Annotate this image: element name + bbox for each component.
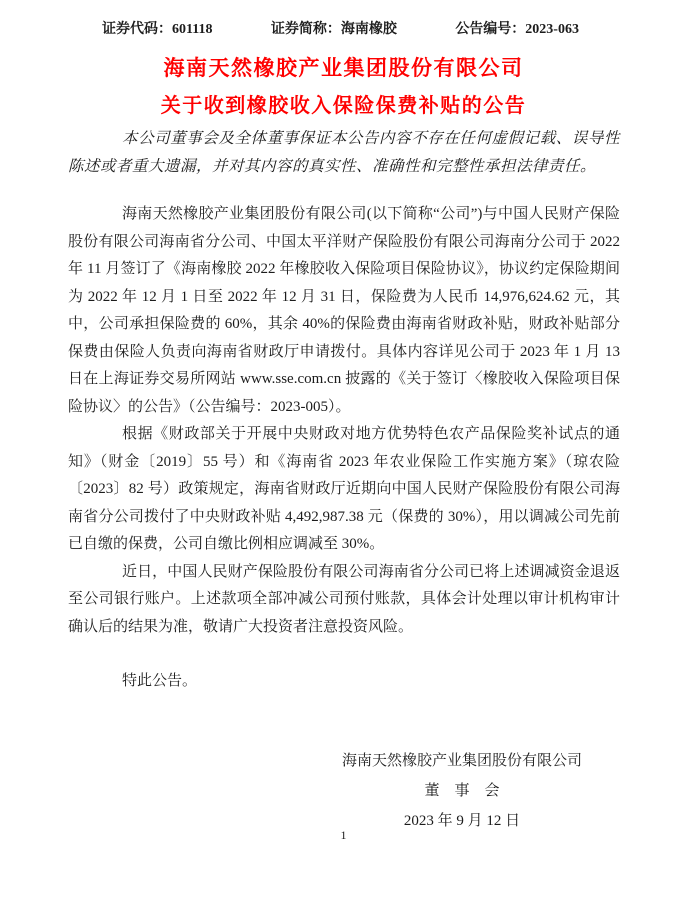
announcement-body xyxy=(68,201,620,696)
body-paragraph-agreement: 海南天然橡胶产业集团股份有限公司(以下简称“公司”)与中国人民财产保险股份有限公司海南省分公司、中国太平洋财产保险股份有限公司海南分公司于 2022 年 11 月签订了《海南橡胶 2022 年橡胶收入保险项目保险协议》，协议约定保险期间为 2022 年 12 月 1 日至 2022 年 12 月 31 日，保险费为人民币 14,976,624.62 元，其中，公司承担保险费的 60%，其余 40%的保险费由海南省财政补贴，财政补贴部分保费由保险人负责向海南省财政厅申请拨付。具体内容详见公司于 2023 年 1 月 13 日在上海证券交易所网站 www.sse.com.cn 披露的《关于签订〈橡胶收入保险项目保险协议〉的公告》（公告编号：2023-005）。 xyxy=(68,206,620,415)
stock-short-name: 证券简称：海南橡胶 xyxy=(270,22,397,37)
signature-date: 2023 年 9 月 12 日 xyxy=(403,812,521,829)
body-paragraph-refund: 近日，中国人民财产保险股份有限公司海南省分公司已将上述调减资金退返至公司银行账户。上述款项全部冲减公司预付账款，具体会计处理以审计机构审计确认后的结果为准，敬请广大投资者注意投资风险。 xyxy=(68,563,620,635)
announcement-number: 公告编号：2023-063 xyxy=(455,22,579,37)
securities-header xyxy=(102,18,579,38)
announcement-title: 关于收到橡胶收入保险保费补贴的公告 xyxy=(160,95,527,117)
page-number: 1 xyxy=(340,828,347,842)
board-disclaimer: 本公司董事会及全体董事保证本公告内容不存在任何虚假记载、误导性陈述或者重大遗漏，并对其内容的真实性、准确性和完整性承担法律责任。 xyxy=(68,130,620,175)
stock-code: 证券代码：601118 xyxy=(102,22,213,37)
signature-board: 董 事 会 xyxy=(424,782,500,799)
signature-block xyxy=(342,746,582,836)
body-paragraph-subsidy-policy: 根据《财政部关于开展中央财政对地方优势特色农产品保险奖补试点的通知》（财金〔2019〕55 号）和《海南省 2023 年农业保险工作实施方案》（琼农险〔2023〕82 号）政策规定，海南省财政厅近期向中国人民财产保险股份有限公司海南省分公司拨付了中央财政补贴 4,492,987.38 元（保费的 30%），用以调减公司先前已自缴的保费，公司自缴比例相应调减至 30%。 xyxy=(68,426,620,552)
company-title: 海南天然橡胶产业集团股份有限公司 xyxy=(163,57,524,80)
signature-company: 海南天然橡胶产业集团股份有限公司 xyxy=(341,752,582,769)
closing-line: 特此公告。 xyxy=(122,673,198,689)
